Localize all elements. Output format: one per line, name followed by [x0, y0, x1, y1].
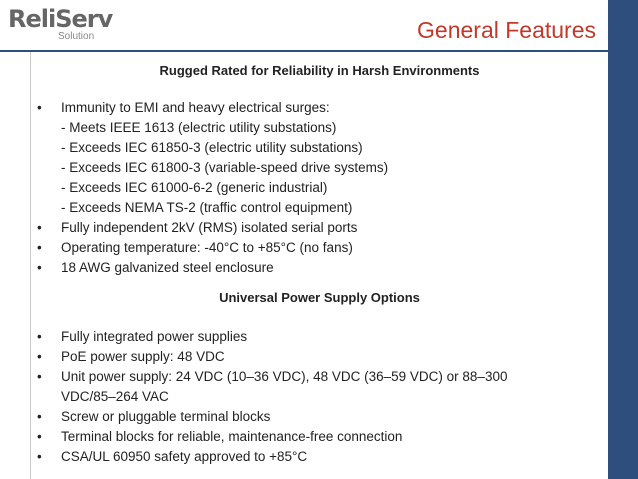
list-item-text: - Exceeds IEC 61850-3 (electric utility substations) — [61, 140, 363, 155]
list-item — [37, 407, 270, 427]
decorative-side-bar — [608, 0, 638, 479]
bullet-marker: • — [37, 260, 42, 275]
list-item-text: Fully independent 2kV (RMS) isolated serial ports — [61, 220, 358, 235]
list-item — [37, 347, 225, 367]
list-item — [37, 427, 402, 447]
list-item — [37, 327, 247, 347]
bullet-marker: • — [37, 100, 42, 115]
list-item — [37, 387, 169, 407]
list-item — [37, 178, 327, 198]
list-item — [37, 218, 357, 238]
logo-subtitle: Solution — [58, 31, 95, 42]
list-item-text: - Exceeds IEC 61800-3 (variable-speed drive systems) — [61, 160, 389, 175]
bullet-marker: • — [37, 240, 42, 255]
list-item-text: Operating temperature: -40°C to +85°C (no fans) — [61, 240, 353, 255]
list-item-text: Screw or pluggable terminal blocks — [61, 409, 271, 424]
list-item — [37, 158, 388, 178]
list-item-text: Fully integrated power supplies — [61, 329, 248, 344]
logo-wordmark: ReliServ — [8, 5, 113, 33]
bullet-marker: • — [37, 220, 42, 235]
company-logo — [4, 4, 122, 44]
list-item-text: Terminal blocks for reliable, maintenance-free connection — [61, 429, 403, 444]
section-heading-power: Universal Power Supply Options — [219, 290, 420, 305]
slide-title: General Features — [417, 17, 596, 43]
list-item-text: 18 AWG galvanized steel enclosure — [61, 260, 274, 275]
list-item-text: CSA/UL 60950 safety approved to +85°C — [61, 449, 308, 464]
slide-content — [30, 52, 608, 479]
bullet-marker: • — [37, 409, 42, 424]
bullet-marker: • — [37, 329, 42, 344]
list-item — [37, 98, 330, 118]
bullet-marker: • — [37, 449, 42, 464]
list-item-text: Immunity to EMI and heavy electrical surges: — [61, 100, 330, 115]
list-item-text: - Meets IEEE 1613 (electric utility substations) — [61, 120, 337, 135]
bullet-marker: • — [37, 429, 42, 444]
list-item — [37, 258, 274, 278]
list-item-text: PoE power supply: 48 VDC — [61, 349, 225, 364]
section-heading-rugged: Rugged Rated for Reliability in Harsh Environments — [159, 63, 480, 78]
list-item — [37, 138, 363, 158]
bullet-marker: • — [37, 349, 42, 364]
list-item — [37, 198, 352, 218]
list-item — [37, 367, 507, 387]
list-item — [37, 447, 307, 467]
bullet-marker: • — [37, 369, 42, 384]
list-item-text: Unit power supply: 24 VDC (10–36 VDC), 48 VDC (36–59 VDC) or 88–300 — [61, 369, 508, 384]
list-item — [37, 118, 336, 138]
list-item — [37, 238, 353, 258]
list-item-text: - Exceeds IEC 61000-6-2 (generic industrial) — [61, 180, 328, 195]
list-item-text: - Exceeds NEMA TS-2 (traffic control equipment) — [61, 200, 353, 215]
list-item-text: VDC/85–264 VAC — [61, 389, 169, 404]
